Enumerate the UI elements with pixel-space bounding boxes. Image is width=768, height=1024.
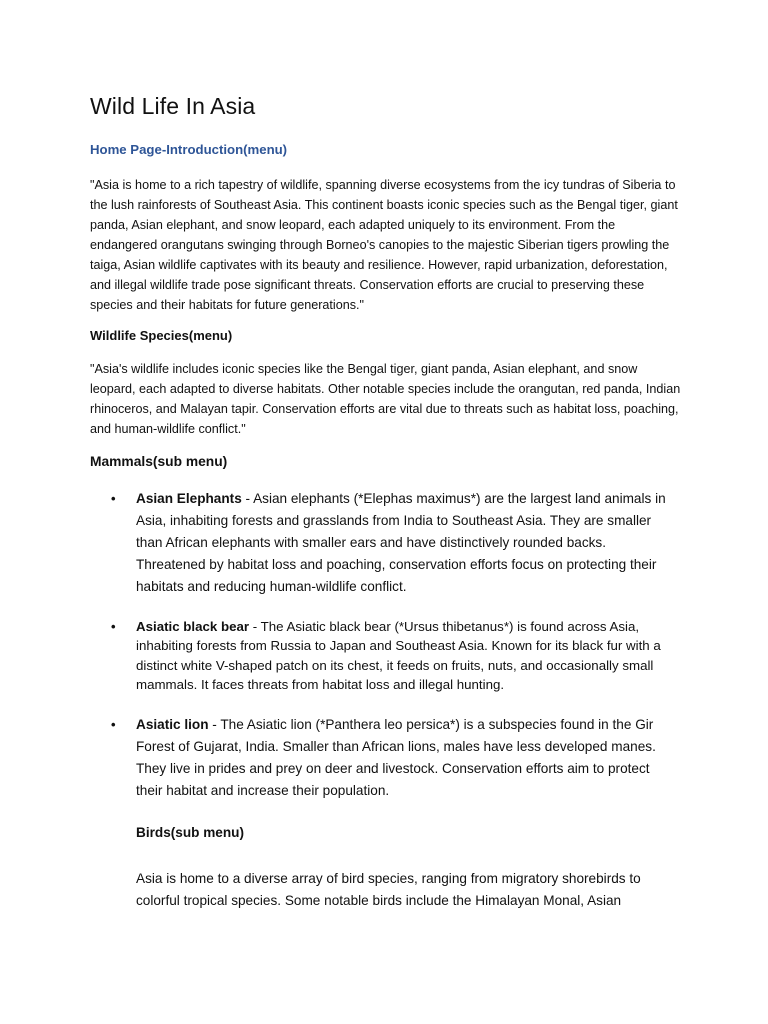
intro-paragraph: "Asia is home to a rich tapestry of wildlife, spanning diverse ecosystems from the icy tundras of Siberia to the lush rainforests of Southeast Asia. This continent boasts iconic species such as the Bengal tiger, giant panda, Asian elephant, and snow leopard, each adapted uniquely to its environment. From the endangered orangutans swinging through Borneo's canopies to the majestic Siberian tigers prowling the taiga, Asian wildlife captivates with its beauty and resilience. However, rapid urbanization, deforestation, and illegal wildlife trade pose significant threats. Conservation efforts are crucial to preserving these species and their habitats for future generations." (90, 178, 678, 312)
list-item-asiatic-lion (111, 714, 676, 802)
birds-paragraph: Asia is home to a diverse array of bird species, ranging from migratory shorebirds to colorful tropical species. Some notable birds include the Himalayan Monal, Asian (136, 871, 641, 908)
bullet-icon: • (111, 491, 116, 506)
birds-heading: Birds(sub menu) (136, 825, 244, 840)
bullet-icon: • (111, 619, 116, 634)
list-item-asian-elephants (111, 488, 676, 598)
species-description: - Asian elephants (*Elephas maximus*) are the largest land animals in Asia, inhabiting forests and grasslands from India to Southeast Asia. They are smaller than African elephants with smaller ears and have distinctively rounded backs. Threatened by habitat loss and poaching, conservation efforts focus on protecting their habitats and reducing human-wildlife conflict. (136, 491, 666, 594)
page-title: Wild Life In Asia (90, 93, 256, 119)
species-name: Asiatic black bear (136, 619, 250, 634)
species-description: - The Asiatic lion (*Panthera leo persica*) is a subspecies found in the Gir Forest of Gujarat, India. Smaller than African lions, males have less developed manes. They live in prides and prey on deer and livestock. Conservation efforts aim to protect their habitat and increase their population. (136, 717, 656, 798)
wildlife-species-heading: Wildlife Species(menu) (90, 328, 233, 343)
species-name: Asian Elephants (136, 491, 242, 506)
bullet-icon: • (111, 717, 116, 732)
wildlife-species-paragraph: "Asia's wildlife includes iconic species like the Bengal tiger, giant panda, Asian elephant, and snow leopard, each adapted to diverse habitats. Other notable species include the orangutan, red panda, Indian rhinoceros, and Malayan tapir. Conservation efforts are vital due to threats such as habitat loss, poaching, and human-wildlife conflict." (90, 362, 681, 436)
species-description: - The Asiatic black bear (*Ursus thibetanus*) is found across Asia, inhabiting forests from Russia to Japan and Southeast Asia. Known for its black fur with a distinct white V-shaped patch on its chest, it feeds on fruits, nuts, and occasionally small mammals. It faces threats from habitat loss and illegal hunting. (136, 619, 661, 692)
mammals-heading: Mammals(sub menu) (90, 454, 228, 469)
list-item-asiatic-black-bear (111, 617, 676, 694)
menu-link-home-introduction[interactable]: Home Page-Introduction(menu) (90, 142, 288, 157)
species-name: Asiatic lion (136, 717, 209, 732)
